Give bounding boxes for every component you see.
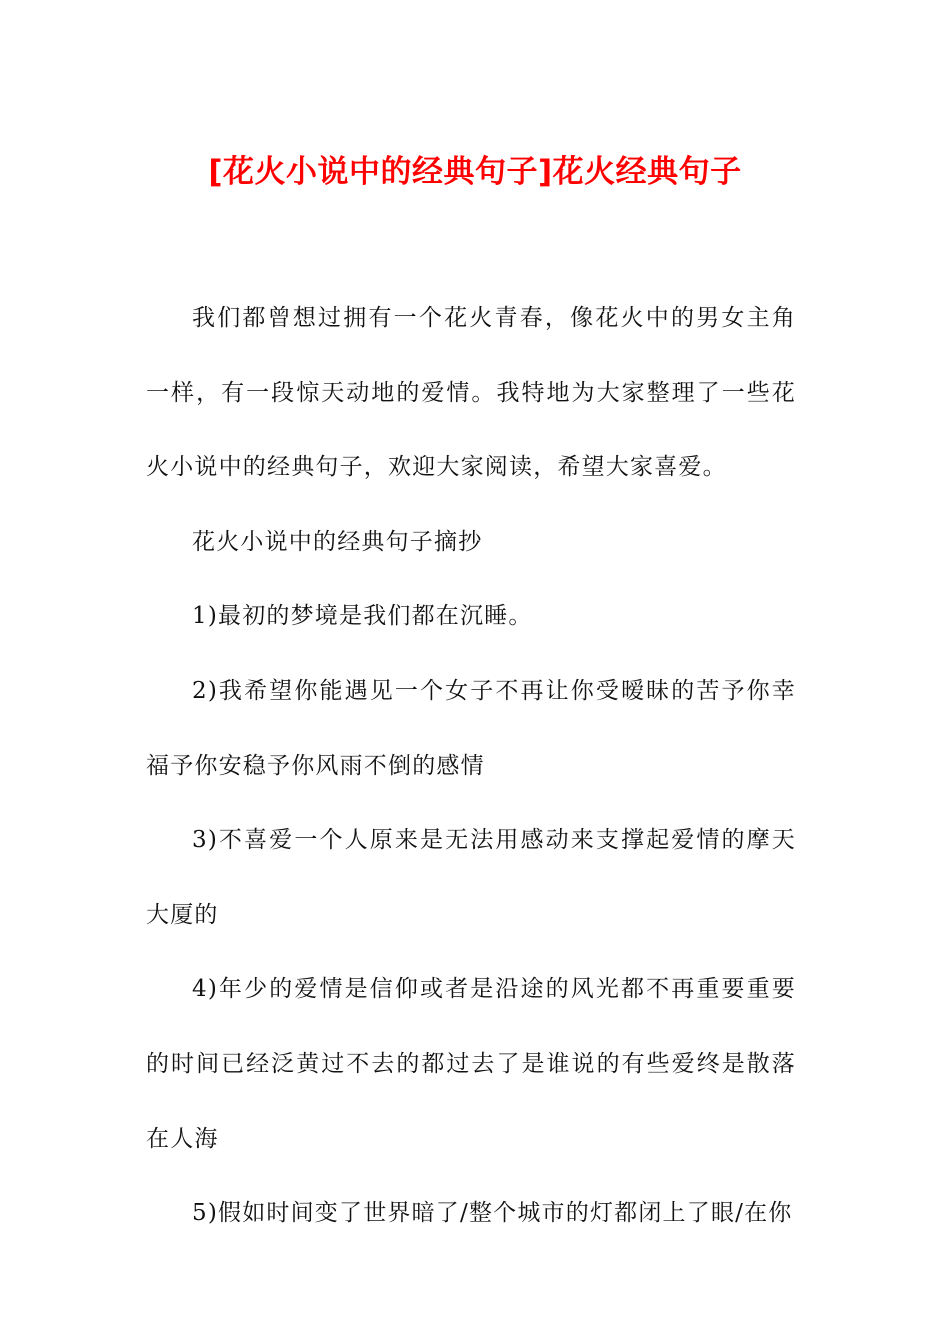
quote-4: 4)年少的爱情是信仰或者是沿途的风光都不再重要重要的时间已经泛黄过不去的都过去了是谁说的有些爱终是散落在人海 xyxy=(146,976,796,1152)
quote-5: 5)假如时间变了世界暗了/整个城市的灯都闭上了眼/在你 xyxy=(192,1200,793,1227)
section-heading: 花火小说中的经典句子摘抄 xyxy=(192,528,483,555)
quote-1: 1)最初的梦境是我们都在沉睡。 xyxy=(192,603,533,630)
intro-paragraph: 我们都曾想过拥有一个花火青春，像花火中的男女主角一样，有一段惊天动地的爱情。我特地为大家整理了一些花火小说中的经典句子，欢迎大家阅读，希望大家喜爱。 xyxy=(146,305,796,481)
quote-2: 2)我希望你能遇见一个女子不再让你受暧昧的苦予你幸福予你安稳予你风雨不倒的感情 xyxy=(146,677,796,779)
quote-3: 3)不喜爱一个人原来是无法用感动来支撑起爱情的摩天大厦的 xyxy=(146,827,796,928)
document-body xyxy=(146,281,796,1251)
document-title: [花火小说中的经典句子]花火经典句子 xyxy=(208,154,742,190)
